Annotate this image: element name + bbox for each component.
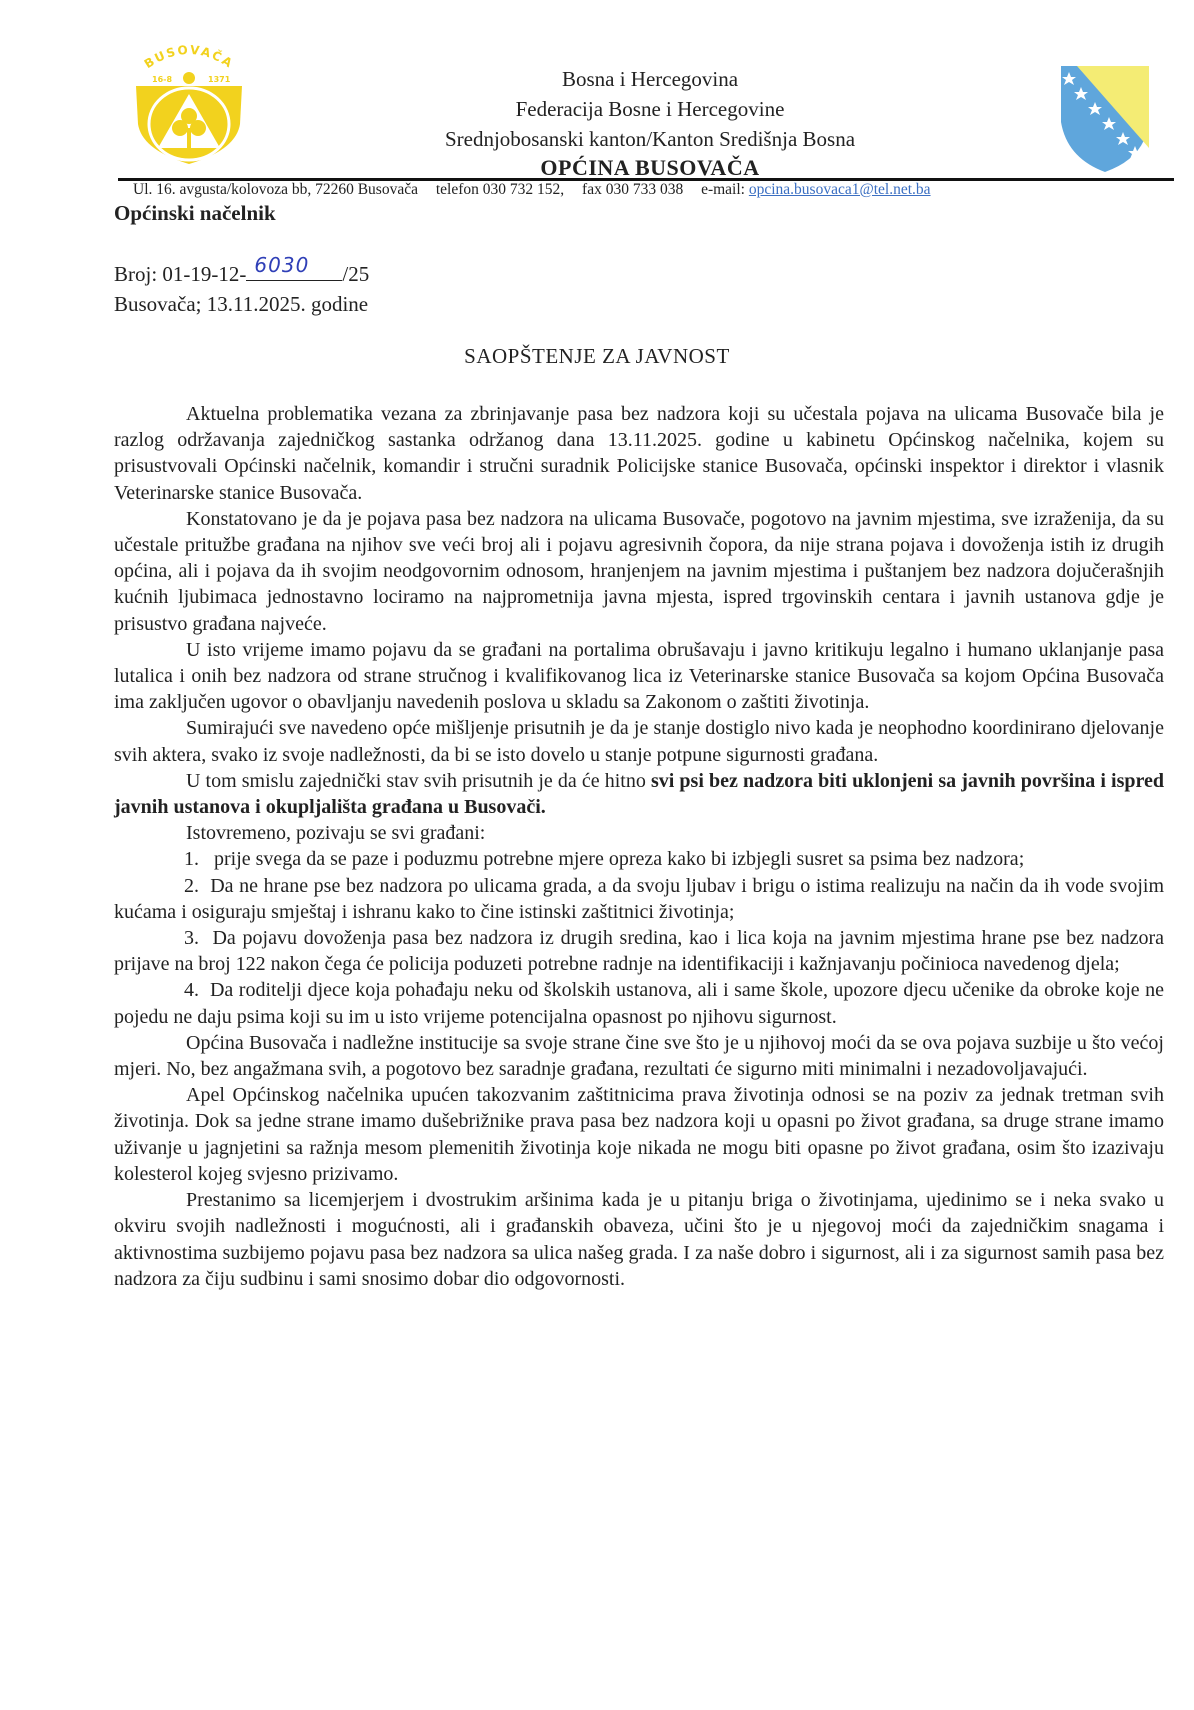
paragraph: Aktuelna problematika vezana za zbrinjavanje pasa bez nadzora koji su učestala pojava na ulicama Busovače bila je razlog održavanja zajedničkog sastanka održanog dana 13.11.2025. godine u kabinetu Općinskog načelnika, kojem su prisustvovali Općinski načelnik, komandir i stručni suradnik Policijske stanice Busovača, općinski inspektor i direktor i vlasnik Veterinarske stanice Busovača. [114,403,1164,504]
email-label: e-mail: [701,181,745,198]
address-text: Ul. 16. avgusta/kolovoza bb, 72260 Busovača [133,181,418,198]
document-body [114,401,1164,1292]
svg-text:1371: 1371 [208,75,231,84]
paragraph: Sumirajući sve navedeno opće mišljenje prisutnih je da je stanje dostiglo nivo kada je neophodno koordinirano djelovanje svih aktera, svako iz svoje nadležnosti, da bi se isto dovelo u stanje potpune sigurnosti građana. [114,717,1164,766]
reference-suffix: /25 [342,262,370,286]
reference-prefix: Broj: 01-19-12- [114,262,247,286]
email-link[interactable]: opcina.busovaca1@tel.net.ba [748,181,931,198]
call-number: 1. [184,848,199,871]
municipality-name: OPĆINA BUSOVAČA [540,155,760,180]
paragraph: Konstatovano je da je pojava pasa bez nadzora na ulicama Busovače, pogotovo na javnim mjestima, sve izraženija, da su učestale pritužbe građana na njihov sve veći broj ali i pojavu agresivnih čopora, da nije strana pojava i dovoženja istih iz drugih općina, ali i pojava da ih svojim neodgovornim odnosom, hranjenjem na javnim mjestima i puštanjem bez nadzora dojučerašnjih kućnih ljubimaca jednostavno lociramo na najprometnija javna mjesta, ispred trgovinskih centara i javnih ustanova gdje je prisustvo građana najveće. [114,507,1164,635]
letterhead-header [300,64,1000,182]
call-text: Da ne hrane pse bez nadzora po ulicama grada, a da svoju ljubav i brigu o istima realizuju na način da ih vode svojim kućama i osiguraju smještaj i ishranu kako to čine istinski zaštitnici životinja; [114,874,1165,923]
call-number: 2. [184,874,199,897]
stance-paragraph [114,768,1164,820]
stance-bold: svi psi bez nadzora biti uklonjeni sa javnih površina i ispred javnih ustanova i okupljališta građana u Busovači. [114,769,1164,819]
reference-block [114,253,370,319]
call-number: 3. [184,927,199,950]
fax-text: fax 030 733 038 [582,181,684,198]
department-heading: Općinski načelnik [114,201,276,225]
document-title: SAOPŠTENJE ZA JAVNOST [464,344,730,368]
contact-line [133,181,931,199]
closing-paragraph: Apel Općinskog načelnika upućen takozvanim zaštitnicima prava životinja odnosi se na poziv za jednak tretman svih životinja. Dok sa jedne strane imamo dušebrižnike prava pasa bez nadzora koji u opasni po život građana, sa druge strane imamo uživanje u jagnjetini sa ražnja mesom plemenitih životinja koje nikada ne mogu biti opasne po život građana, osim što izazivaju kolesterol kojeg svjesno prizivamo. [114,1084,1164,1185]
busovaca-emblem-icon [128,36,250,166]
call-text: Da roditelji djece koja pohađaju neku od školskih ustanova, ali i same škole, upozore djecu učenike da obroke koje ne pojedu ne daju psima koji su im u isto vrijeme potencijalna opasnost po njihovu sigurnost. [114,979,1165,1028]
bih-shield-icon [1055,62,1155,174]
svg-text:16-8: 16-8 [152,75,173,84]
phone-text: telefon 030 732 152, [435,181,565,198]
call-item [114,873,1164,925]
bih-coat-of-arms-logo [1055,62,1155,174]
call-item [114,977,1164,1029]
handwritten-number: 6030 [254,253,310,277]
stance-lead: U tom smislu zajednički stav svih prisutnih je da će hitno [186,769,651,792]
federation-name: Federacija Bosne i Hercegovine [515,97,785,121]
place-date: Busovača; 13.11.2025. godine [114,292,369,316]
paragraph: U isto vrijeme imamo pojavu da se građani na portalima obrušavaju i javno kritikuju legalno i humano uklanjanje pasa lutalica i onih bez nadzora od strane stručnog i kvalifikovanog lica iz Veterinarske stanice Busovača sa kojom Općina Busovača ima zaključen ugovor o obavljanju navedenih poslova u skladu sa Zakonom o zaštiti životinja. [114,638,1164,714]
call-intro: Istovremeno, pozivaju se svi građani: [186,822,486,845]
handwritten-number-field [246,253,342,281]
call-text: prije svega da se paze i poduzmu potrebne mjere opreza kako bi izbjegli susret sa psima bez nadzora; [214,848,1025,871]
closing-paragraph: Prestanimo sa licemjerjem i dvostrukim aršinima kada je u pitanju briga o životinjama, ujedinimo se i neka svako u okviru svojih nadležnosti i mogućnosti, ali i građanskih obaveza, učini što je u njegovoj moći da zajedničkim snagama i aktivnostima suzbijemo pojavu pasa bez nadzora sa ulica našeg grada. I za naše dobro i sigurnost, ali i za sigurnost samih pasa bez nadzora za čiju sudbinu i sami snosimo dobar dio odgovornosti. [114,1189,1164,1290]
call-item [114,846,1164,872]
canton-name: Srednjobosanski kanton/Kanton Središnja Bosna [444,127,856,151]
busovaca-coat-of-arms-logo [128,36,250,166]
call-item [114,925,1164,977]
call-number: 4. [184,979,199,1002]
closing-paragraph: Općina Busovača i nadležne institucije sa svoje strane čine sve što je u njihovoj moći da se ova pojava suzbije u što većoj mjeri. No, bez angažmana svih, a pogotovo bez saradnje građana, rezultati će sigurno miti minimalni i nezadovoljavajući. [114,1031,1164,1081]
call-text: Da pojavu dovoženja pasa bez nadzora iz drugih sredina, kao i lica koja na javnim mjestima hrane pse bez nadzora prijave na broj 122 nakon čega će policija poduzeti potrebne radnje na identifikaciji i kažnjavanju počinioca navedenog djela; [114,927,1165,976]
svg-text:BUSOVAČA: BUSOVAČA [141,42,237,72]
reference-number [114,253,370,289]
country-name: Bosna i Hercegovina [561,67,739,91]
